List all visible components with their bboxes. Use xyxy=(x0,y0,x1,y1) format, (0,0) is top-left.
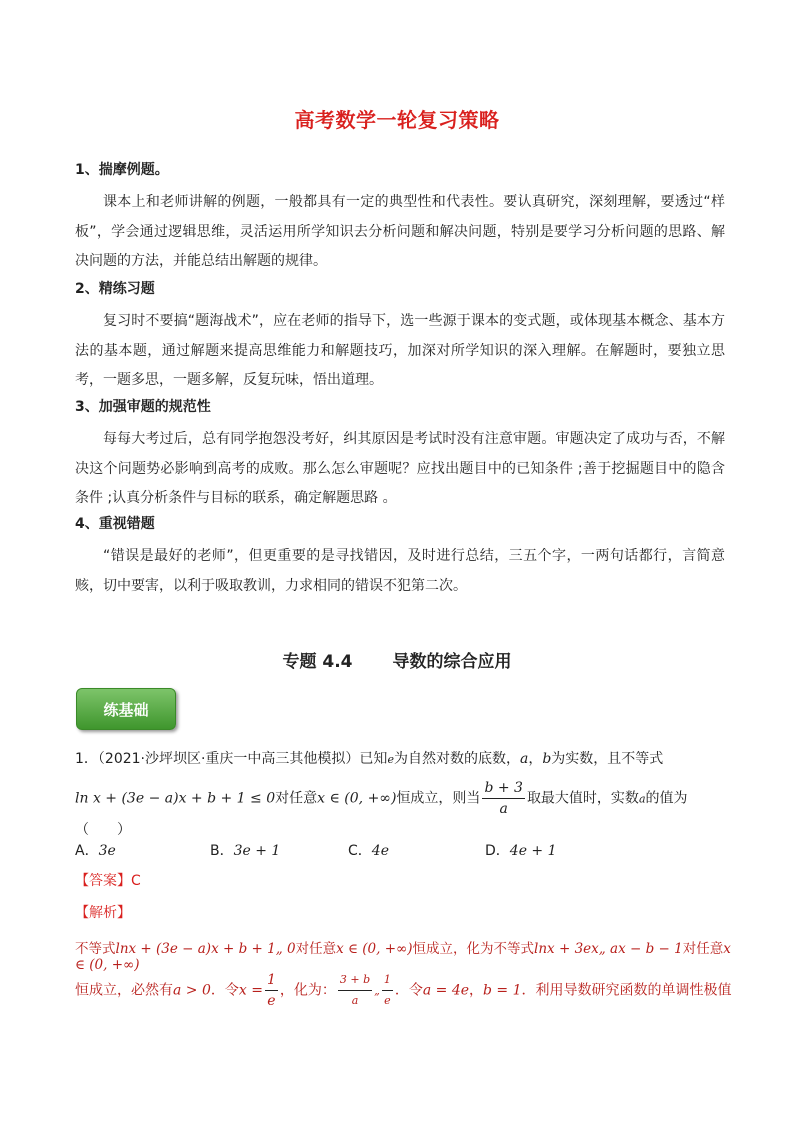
section-4 xyxy=(75,512,725,601)
option-value: 3e + 1 xyxy=(233,843,281,859)
math-fraction xyxy=(482,778,525,819)
section-body: “错误是最好的老师”，但更重要的是寻找错因，及时进行总结，三五个字，一两句话都行，言简意赅，切中要害，以利于吸取教训，力求相同的错误不犯第二次。 xyxy=(75,548,725,594)
solution-text: ．利用导数研究函数的单调性极值 xyxy=(521,982,732,999)
page-title: 高考数学一轮复习策略 xyxy=(294,108,500,132)
section-3 xyxy=(75,395,725,514)
math-inequality: lnx + 3ex„ ax − b − 1 xyxy=(534,941,683,957)
solution-text: ．令 xyxy=(394,982,423,999)
math-var: b xyxy=(542,751,552,767)
solution-text: 恒成立，必然有 xyxy=(75,982,173,999)
section-1 xyxy=(75,158,725,277)
question-text: ， xyxy=(528,751,543,767)
section-2 xyxy=(75,277,725,396)
question-text: 1．（2021·沙坪坝区·重庆一中高三其他模拟）已知 xyxy=(75,751,388,767)
question-text: 取最大值时，实数 xyxy=(526,790,639,807)
solution-line-1 xyxy=(75,937,735,973)
math-domain: x ∈ (0, +∞) xyxy=(75,941,731,973)
math-domain: x ∈ (0, +∞) xyxy=(317,790,397,807)
solution-text: 对任意 xyxy=(295,941,337,957)
fraction-denominator: e xyxy=(267,993,276,1009)
option-label: C． xyxy=(348,843,372,859)
question-line-1 xyxy=(75,748,725,768)
option-a xyxy=(75,840,116,860)
fraction-denominator: e xyxy=(384,994,391,1007)
option-b xyxy=(210,840,280,860)
fraction-numerator: b + 3 xyxy=(482,778,525,799)
section-heading: 1、揣摩例题。 xyxy=(75,162,169,178)
fraction-numerator: 3 + b xyxy=(338,970,372,991)
option-value: 4e xyxy=(371,843,389,859)
section-heading: 2、精练习题 xyxy=(75,281,155,297)
fraction-denominator: a xyxy=(351,994,359,1007)
topic-number: 专题 4.4 xyxy=(282,652,353,672)
fraction-numerator: 1 xyxy=(382,970,393,991)
math-inequality: ln x + (3e − a)x + b + 1 ≤ 0 xyxy=(75,790,276,807)
topic-name: 导数的综合应用 xyxy=(392,652,512,672)
section-body: 课本上和老师讲解的例题，一般都具有一定的典型性和代表性。要认真研究，深刻理解，要透过“样板”，学会通过逻辑思维，灵活运用所学知识去分析问题和解决问题，特别是要学习分析问题的思路、解决问题的方法，并能总结出解题的规律。 xyxy=(75,194,725,269)
practice-badge: 练基础 xyxy=(76,688,176,730)
math-fraction xyxy=(338,970,372,1011)
math-domain: x ∈ (0, +∞) xyxy=(336,941,413,957)
math-condition: a > 0 xyxy=(173,982,211,999)
question-text: 的值为（ ） xyxy=(75,790,688,838)
option-label: D． xyxy=(485,843,510,859)
solution-text: ．令 xyxy=(210,982,239,999)
solution-line-2 xyxy=(75,970,735,1011)
question-text: 对任意 xyxy=(275,790,318,807)
math-var: e xyxy=(387,753,394,766)
fraction-denominator: a xyxy=(499,801,508,817)
math-expression: b = 1 xyxy=(483,982,522,999)
math-inequality: lnx + (3e − a)x + b + 1„ 0 xyxy=(115,941,296,957)
option-d xyxy=(485,840,557,860)
math-expression: a = 4e xyxy=(422,982,470,999)
fraction-numerator: 1 xyxy=(265,970,278,991)
question-line-2 xyxy=(75,778,725,839)
solution-text: 不等式 xyxy=(75,941,116,957)
section-body: 每每大考过后，总有同学抱怨没考好，纠其原因是考试时没有注意审题。审题决定了成功与否，不解决这个问题势必影响到高考的成败。那么怎么审题呢？应找出题目中的已知条件 ;善于挖掘题目中的隐含条件 ;认真分析条件与目标的联系，确定解题思路 。 xyxy=(75,431,725,506)
math-symbol: „ xyxy=(374,984,380,998)
solution-text: 恒成立，化为不等式 xyxy=(412,941,535,957)
option-label: B． xyxy=(210,843,234,859)
math-var: a xyxy=(519,751,529,767)
math-fraction xyxy=(265,970,278,1011)
solution-text: ， xyxy=(469,982,484,999)
option-c xyxy=(348,840,389,860)
math-fraction xyxy=(382,970,393,1011)
option-label: A． xyxy=(75,843,99,859)
option-value: 4e + 1 xyxy=(509,843,557,859)
topic-title xyxy=(0,647,794,672)
answer-options xyxy=(75,840,725,864)
option-value: 3e xyxy=(98,843,116,859)
section-body: 复习时不要搞“题海战术”，应在老师的指导下，选一些源于课本的变式题，或体现基本概念、基本方法的基本题，通过解题来提高思维能力和解题技巧，加深对所学知识的深入理解。在解题时，要独立思考，一题多思，一题多解，反复玩味，悟出道理。 xyxy=(75,313,725,388)
section-heading: 4、重视错题 xyxy=(75,516,155,532)
question-text: 为自然对数的底数， xyxy=(393,751,520,767)
answer-label: 【答案】C xyxy=(75,873,141,889)
question-text: 恒成立，则当 xyxy=(396,790,481,807)
solution-text: ，化为： xyxy=(279,982,336,999)
math-expression: x = xyxy=(238,982,263,999)
solution-text: 对任意 xyxy=(682,941,724,957)
math-var: a xyxy=(638,792,646,806)
question-text: 为实数，且不等式 xyxy=(551,751,664,767)
section-heading: 3、加强审题的规范性 xyxy=(75,399,211,415)
analysis-label: 【解析】 xyxy=(75,905,131,921)
